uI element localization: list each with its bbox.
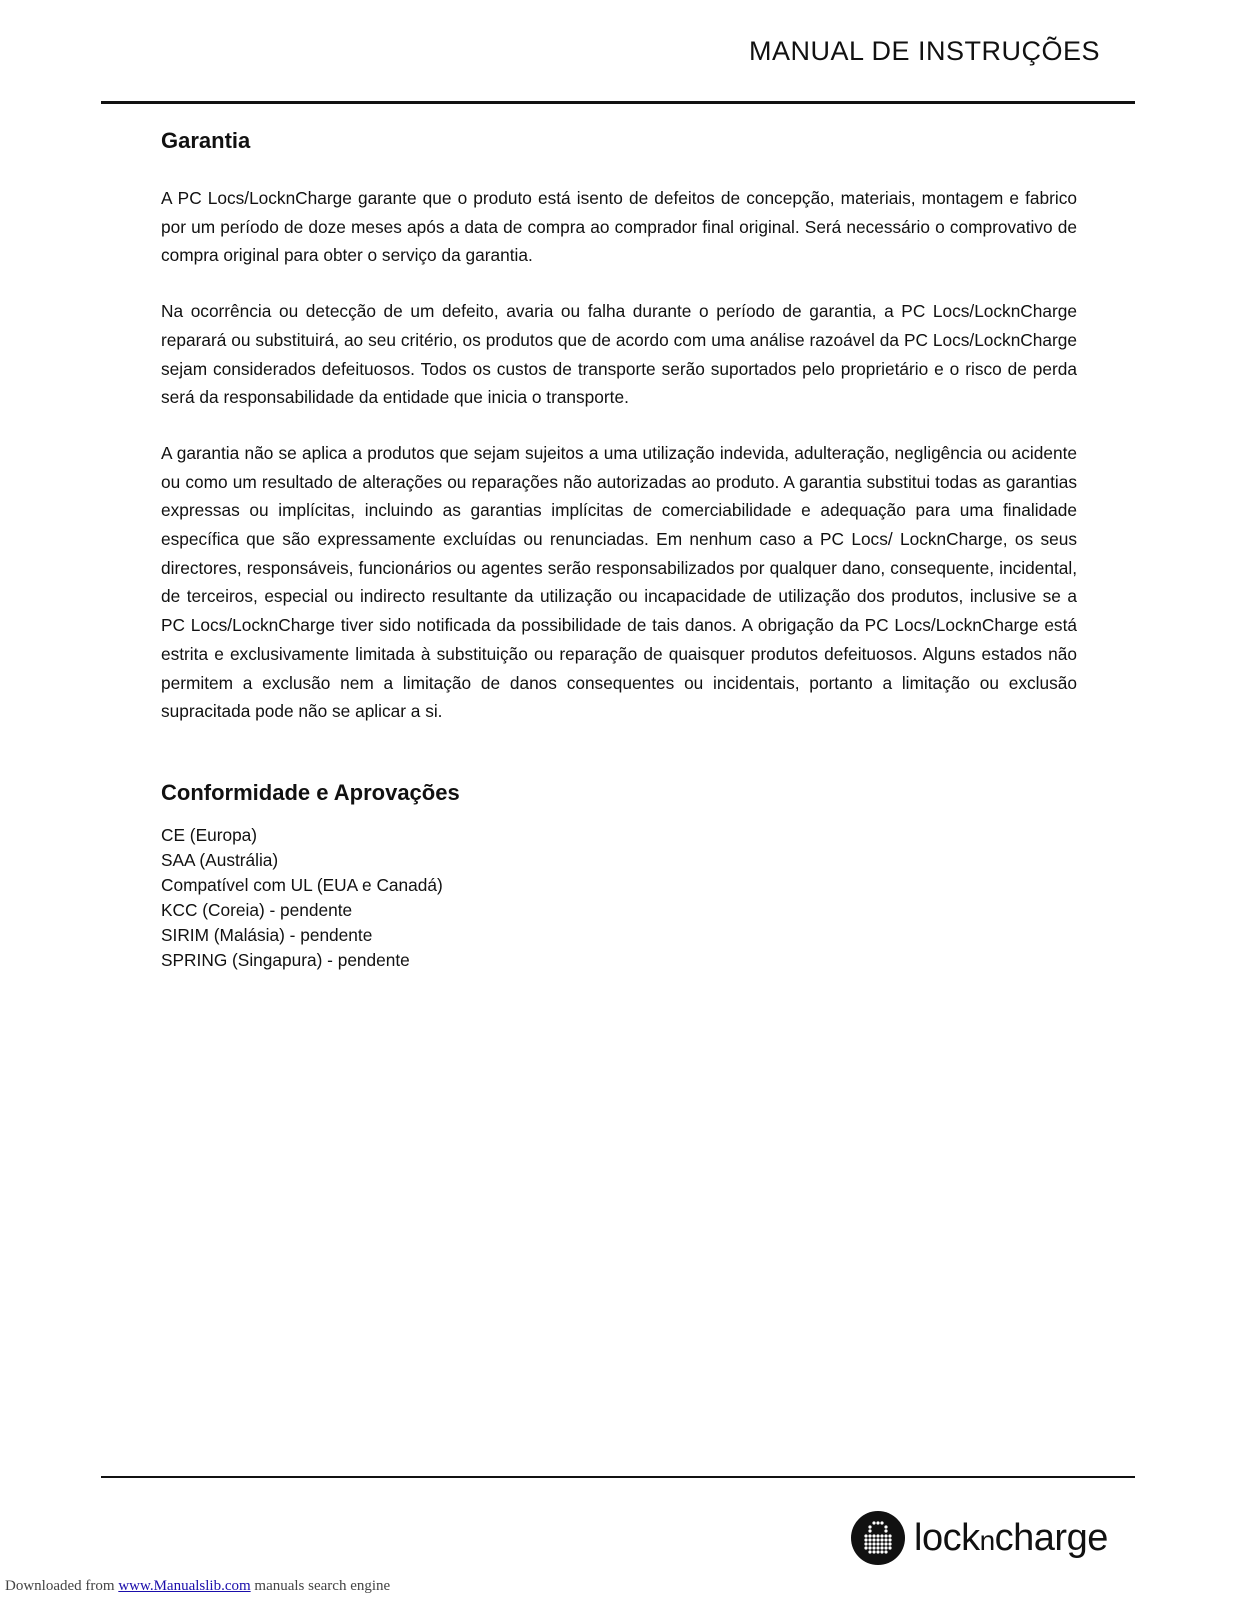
- compliance-list: [161, 823, 1077, 973]
- header-divider: [101, 101, 1135, 104]
- footer-download-note: [5, 1578, 390, 1595]
- footer-suffix: manuals search engine: [250, 1578, 391, 1594]
- footer-prefix: Downloaded from: [5, 1578, 119, 1594]
- list-item: KCC (Coreia) - pendente: [161, 899, 353, 920]
- list-item: SAA (Austrália): [161, 849, 279, 870]
- list-item: SPRING (Singapura) - pendente: [161, 949, 410, 970]
- list-item: CE (Europa): [161, 824, 258, 845]
- page-header-title: MANUAL DE INSTRUÇÕES: [748, 36, 1100, 66]
- lock-dots-icon: [850, 1510, 906, 1566]
- list-item: Compatível com UL (EUA e Canadá): [161, 874, 443, 895]
- warranty-paragraph-2: Na ocorrência ou detecção de um defeito, avaria ou falha durante o período de garantia, a PC Locs/LocknCharge reparará ou substituirá, ao seu critério, os produtos que de acordo com uma análise razoável da PC Locs/LocknCharge sejam considerados defeituosos. Todos os custos de transporte serão suportados pelo proprietário e o risco de perda será da responsabilidade da entidade que inicia o transporte.: [161, 301, 1077, 408]
- footer-divider: [101, 1476, 1135, 1478]
- warranty-paragraph-3: A garantia não se aplica a produtos que sejam sujeitos a uma utilização indevida, adulteração, negligência ou acidente ou como um resultado de alterações ou reparações não autorizadas ao produto. A garantia substitui todas as garantias expressas ou implícitas, incluindo as garantias implícitas de comerciabilidade e adequação para uma finalidade específica que são expressamente excluídas ou renunciadas. Em nenhum caso a PC Locs/ LocknCharge, os seus directores, responsáveis, funcionários ou agentes serão responsabilizados por qualquer dano, consequente, incidental, de terceiros, especial ou indirecto resultante da utilização ou incapacidade de utilização dos produtos, inclusive se a PC Locs/LocknCharge tiver sido notificada da possibilidade de tais danos. A obrigação da PC Locs/LocknCharge está estrita e exclusivamente limitada à substituição ou reparação de quaisquer produtos defeituosos. Alguns estados não permitem a exclusão nem a limitação de danos consequentes ou incidentais, portanto a limitação ou exclusão supracitada pode não se aplicar a si.: [161, 442, 1077, 722]
- list-item: SIRIM (Malásia) - pendente: [161, 924, 373, 945]
- warranty-paragraph-1: A PC Locs/LocknCharge garante que o produto está isento de defeitos de concepção, materiais, montagem e fabrico por um período de doze meses após a data de compra ao comprador final original. Será necessário o comprovativo de compra original para obter o serviço da garantia.: [161, 188, 1077, 266]
- brand-logo: [850, 1508, 1110, 1568]
- brand-logo-text: lockncharge: [914, 1516, 1108, 1559]
- page-content: [161, 128, 1077, 973]
- warranty-heading: Garantia: [161, 128, 251, 153]
- manualslib-link[interactable]: www.Manualslib.com: [118, 1578, 251, 1594]
- compliance-heading: Conformidade e Aprovações: [161, 779, 460, 805]
